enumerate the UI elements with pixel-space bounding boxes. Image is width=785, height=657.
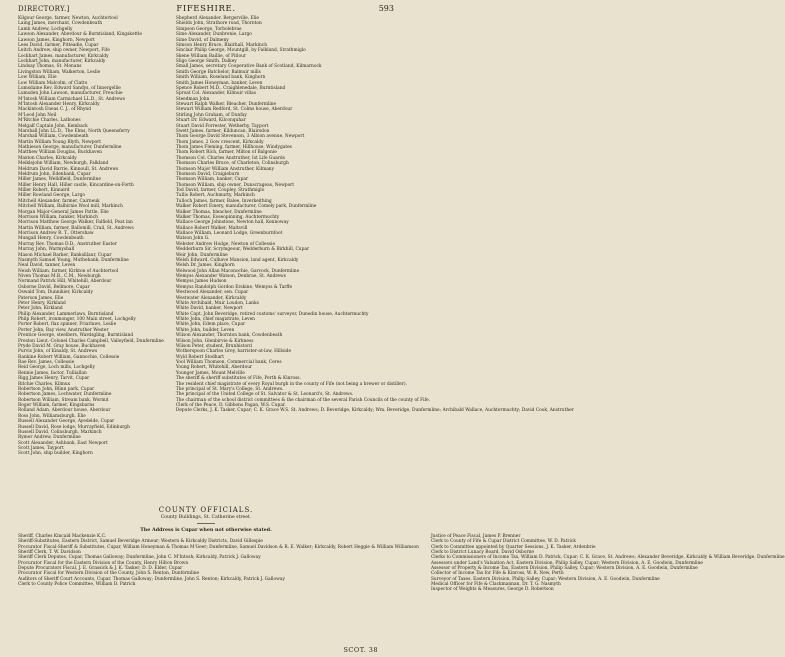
list-item: M'Leod John Neil bbox=[18, 112, 57, 118]
list-item: Neish William, farmer, Kirkton of Auchtertool bbox=[18, 268, 119, 274]
list-item: Yool William Thomson, Commercial bank, Ceres bbox=[175, 360, 282, 365]
list-item: Simson Henry Bruce, Blairhall, Markinch bbox=[175, 42, 267, 48]
list-item: Lumsdaine Rev. Edward Sandys, of Innergellie bbox=[18, 85, 121, 91]
list-item: Neal David, tanner, Leven bbox=[18, 263, 76, 269]
list-item: Meldrum David Barrie, Kinnoull, St. Andrews bbox=[18, 166, 119, 172]
list-item: Matthew William Douglas, Buckhaven bbox=[18, 150, 102, 156]
list-item: Wemyss Randolph Gordon Erskine, Wemyss & Tarffe bbox=[175, 284, 293, 290]
official-entry: Inspector of Weights & Measures, George D. Robertson bbox=[430, 587, 554, 593]
page-number: 593 bbox=[378, 4, 394, 13]
list-item: Lockhart James, manufacturer, Kirkcaldy bbox=[18, 53, 109, 59]
list-item: Scott James, Tayport bbox=[18, 446, 64, 451]
list-item: Rolland Adam, Aberdour house, Aberdour bbox=[18, 408, 111, 414]
list-item: Wilson John, Glenbirvie & Kirkness bbox=[175, 338, 254, 344]
list-item: Purvis John, of Kinaldy, St. Andrews bbox=[18, 349, 98, 355]
list-item: Skene William Baillie, of Pitlour bbox=[175, 53, 247, 59]
list-item: Morrison William, banker, Markinch bbox=[18, 214, 98, 220]
list-item: Tod David, farmer, Coupley, Strathmiglo bbox=[175, 188, 265, 193]
list-item: Stirling John Graham, of Dunfay bbox=[175, 112, 247, 118]
page-header bbox=[18, 3, 394, 15]
list-item: White David, banker, Newport bbox=[175, 306, 243, 312]
list-item: Stewart William Redford, St. Colms house, Aberdour bbox=[175, 107, 293, 113]
official-entry: Sheriff Clerk, T. W. Davidson bbox=[18, 550, 81, 556]
list-item: Low William Malcolm, of Clatto bbox=[18, 80, 88, 86]
list-item: Rae Rev. James, Collessie bbox=[18, 360, 75, 365]
official-entry: Depute Procurators Fiscal, J. E. Grassick & J. K. Tasker; D. D. Elder, Cupar bbox=[18, 566, 183, 572]
official-entry: Procurator Fiscal for Western Division of the County, John S. Renton, Dunfermline bbox=[18, 571, 200, 577]
list-item: Lawson Alexander, Aberdour & Burntisland, Kingskettle bbox=[18, 32, 142, 38]
list-item: Walker Thomas, bleacher, Dunfermline bbox=[175, 209, 262, 215]
list-item: Meiklejohn William, Newburgh, Falkland bbox=[18, 161, 109, 167]
list-item: Wemyss James Hudson bbox=[175, 279, 227, 285]
list-item: Miller James, Welldfield, Dunfermline bbox=[18, 177, 101, 183]
list-item: Thom Robert Rich, farmer, Milton of Balgonie bbox=[175, 150, 277, 156]
list-item: Thomson Major William Anstruther, Kilmany bbox=[175, 166, 275, 172]
list-item: Rennie James, factor, Tulliallan bbox=[18, 370, 87, 376]
official-entry: Assessor of Property & Income Tax, Eastern Division, Philip Salley, Cupar; Western Division, A. E. Goodwin, Dunfermline bbox=[430, 566, 698, 572]
list-item: Sime David, of Dalmeny bbox=[175, 37, 229, 43]
list-item: The resident chief magistrate of every Royal burgh in the county of Fife (not being a brewer or distiller). bbox=[175, 381, 407, 387]
list-item: Mitchell William, Balbirnie Wool mill, Markinch bbox=[18, 204, 123, 210]
official-entry: Sheriff Clerk Deputes, Cupar, Thomas Galloway; Dunfermline, John C. M'Intosh; Kirkcaldy, Patrick J. Galloway bbox=[18, 555, 261, 561]
list-item: Robertson John, Blinn park, Cupar bbox=[18, 386, 95, 392]
list-item: Lees David, farmer, Pitteadie, Cupar bbox=[18, 42, 99, 48]
list-item: Westwater Alexander, Kirkcaldy bbox=[175, 295, 247, 301]
list-item: Rigg James Henry, Tarvit, Cupar bbox=[18, 376, 90, 382]
list-item: Thom George David Stevenson, 3 Albion avenue, Newport bbox=[175, 134, 305, 140]
list-item: Weir John, Dunfermline bbox=[175, 252, 228, 258]
list-item: Ross John, Williamsburgh, Elie bbox=[18, 413, 86, 419]
left-column bbox=[18, 16, 164, 502]
list-item: Murray Rev. Thomas D.D., Anstruther Easter bbox=[18, 241, 117, 247]
list-item: Sproat Col. Alexander, Kilmuir villas bbox=[175, 91, 256, 97]
list-item: Paterson James, Elie bbox=[18, 295, 64, 301]
list-item: Mason Michael Barker, Bankslilaur, Cupar bbox=[18, 252, 112, 258]
list-item: Marshall John LL.D., The Elms, North Queensferry bbox=[18, 128, 130, 134]
list-item: Roger William, farmer, Kingsbarns bbox=[18, 403, 95, 408]
list-item: Young Robert, Whitehill, Aberdour bbox=[175, 365, 253, 371]
list-item: Thomson Col. Charles Anstruther, Ist Life Guards bbox=[175, 155, 285, 161]
official-entry: Clerk to County Police Committee, William D. Patrick bbox=[18, 582, 136, 588]
divider bbox=[197, 523, 215, 524]
list-item: Porter John, Bay view, Anstruther Wester bbox=[18, 327, 109, 333]
list-item: Westwood Alexander, sen. Cupar bbox=[175, 290, 249, 296]
list-item: Shepherd Alexander, Bergerville, Elie bbox=[175, 16, 259, 21]
list-item: Webster Andrew Hodge, Newton of Collessie bbox=[175, 241, 276, 247]
list-item: M'Intosh Alexander Henry, Kirkcaldy bbox=[18, 102, 100, 107]
list-item: White John, builder, Leven bbox=[175, 327, 235, 333]
list-item: Welwood John Allan Maconochie, Garvock, Dunfermline bbox=[175, 268, 300, 274]
list-item: Morgan Major-General James Pattle, Elie bbox=[18, 209, 109, 215]
official-entry: Assessors under Land's Valuation Act, Eastern Division, Philip Salley, Cupar; Western Division, A. E. Goodwin, Dunfermline bbox=[430, 560, 703, 566]
list-item: Lumsden John Lawson, manufacturer, Freuchie bbox=[18, 91, 123, 97]
list-item: Porter Robert, flax spinner, Friarlaws, Leslie bbox=[18, 322, 117, 328]
official-entry: Collector of Income Tax for Fife & Kinross, W. R. New, Perth bbox=[430, 571, 564, 577]
list-item: Rankine Robert William, Gannochie, Collessie bbox=[18, 354, 120, 360]
official-entry: Procurator Fiscal for the Eastern Division of the County, Henry Hilton Brown bbox=[18, 560, 189, 566]
list-item: Lawson James, Kinghorn, Newport bbox=[18, 37, 95, 43]
list-item: Wedderburn Sir, Scrymgeour, Wedderburn & Birkhill, Cupar bbox=[175, 247, 310, 253]
list-item: Thomson David, Craigieburn bbox=[175, 171, 240, 177]
list-item: M'Intosh William Carmichael LL.D., St. Andrews bbox=[18, 96, 126, 102]
list-item: Shields John, Strathore road, Thornton bbox=[175, 21, 262, 27]
officials-title: COUNTY OFFICIALS. bbox=[158, 506, 254, 514]
list-item: Livingston William, Walkerton, Leslie bbox=[18, 69, 101, 75]
list-item: Morrison Matthew George Walker, Falfield, Peat inn bbox=[18, 220, 133, 226]
list-item: Welsh Dr. James, Kinghorn bbox=[175, 263, 235, 269]
page-title: FIFESHIRE. bbox=[176, 4, 236, 14]
official-entry: Sheriff-Substitutes, Eastern District, Samuel Beveridge Armour; Western & Kirkcaldy Districts, David Gillespie bbox=[18, 539, 263, 545]
list-item: Murray John, Warmyshall bbox=[18, 247, 75, 253]
list-item: Tullis Robert, Auchmurty, Markinch bbox=[175, 193, 255, 199]
officials-columns bbox=[18, 534, 785, 640]
list-item: Sime Alexander, Dunbrenie, Largo bbox=[175, 32, 252, 38]
list-item: Melgalf Captain John, Kemback bbox=[18, 123, 88, 129]
list-item: Rymer Andrew, Dunfermline bbox=[18, 435, 81, 441]
right-column bbox=[176, 16, 574, 502]
list-item: Mitchell Alexander, farmer, Cairneuk bbox=[18, 198, 100, 204]
list-item: White Capt. John Beveridge, retired customs' surveyor, Dunedin house, Auchtermuchty bbox=[175, 311, 369, 317]
list-item: Maxton Charles, Kirkcaldy bbox=[18, 155, 77, 161]
official-entry: Sheriff, Charles Kincaid Mackenzie K.C. bbox=[18, 534, 107, 539]
list-item: Laing James, merchant, Cowdenbeath bbox=[18, 21, 103, 27]
list-item: Steedman John bbox=[175, 96, 210, 102]
list-item: Stewart Ralph Walker, Bleacher, Dunfermline bbox=[175, 102, 277, 107]
list-item: Peter Henry, Kirkland bbox=[18, 300, 66, 306]
list-item: Simpson George, Torbolebrae bbox=[175, 26, 242, 32]
list-item: Wemyss Alexander Watson, Denbrae, St. Andrews bbox=[175, 274, 286, 279]
list-item: Spence Robert M.D., Craighlenedale, Burntisland bbox=[175, 85, 286, 91]
official-entry: Clerk to County of Fife & Cupar District Committee, W. D. Patrick bbox=[430, 539, 576, 545]
list-item: Russell Alexander George, Ayedelde, Cupar bbox=[18, 419, 115, 425]
list-item: Martin William Young Blyth, Newport bbox=[18, 139, 101, 145]
list-item: Pryde David M. Gray house, Buckhaven bbox=[18, 343, 106, 349]
list-item: White John, chief magistrate, Leven bbox=[175, 317, 255, 322]
list-item: Scott John, ship builder, Kinghorn bbox=[18, 451, 93, 457]
officials-left-column bbox=[18, 534, 419, 640]
list-item: Russell David, Colinsburgh, Markinch bbox=[18, 429, 102, 435]
list-item: Meldrum John, Edenbank, Cupar bbox=[18, 171, 91, 177]
list-item: Smith William, Roseland bank, Kinghorn bbox=[175, 75, 266, 81]
address-note: The Address is Cupar when not otherwise stated. bbox=[140, 527, 272, 533]
list-item: Tulloch James, farmer, Balee, Inverkeithing bbox=[175, 198, 272, 204]
list-item: Watson John G. bbox=[175, 236, 210, 242]
list-item: Walker Thomas, Eoseopinning, Auchtermuchty bbox=[175, 214, 280, 220]
list-item: Wallace George Johnstone, Newton hall, Kennoway bbox=[175, 220, 289, 226]
list-item: Kilgour George, farmer, Newton, Auchtertool bbox=[18, 16, 118, 21]
list-item: Miller Rowland George, Largo bbox=[18, 193, 85, 199]
official-entry: Surveyor of Taxes, Eastern Division, Philip Salley, Cupar; Western Division, A. E. Goodwin, Dunfermline bbox=[430, 576, 660, 582]
section-label: DIRECTORY.] bbox=[18, 5, 70, 13]
list-item: Wilson Peter, student, Brunhistord bbox=[175, 343, 252, 349]
list-item: The sheriff & sheriff substitutes of Fife, Perth & Kinross. bbox=[175, 376, 301, 382]
list-item: Morrison Andrew R. T., Ottershaw bbox=[18, 231, 94, 236]
list-item: Leitch Andrew, ship owner, Newport, Fife bbox=[18, 48, 110, 54]
list-item: Smith James Honeyman, banker, Leven bbox=[175, 80, 263, 86]
list-item: Prentice George, steelbers, Wardsgling, Burntisland bbox=[18, 333, 134, 339]
list-item: Sligo George Smith, Dalkey bbox=[175, 59, 237, 64]
list-item: Marshall William, Cowdenbeath bbox=[18, 134, 89, 140]
list-item: Thomson William, ship owner, Dunscrageas, Newport bbox=[175, 182, 295, 188]
list-item: Thomson William, banker, Cupar bbox=[175, 177, 249, 183]
page-footer: SCOT. 38 bbox=[343, 646, 378, 654]
list-item: White John, Edem place, Cupar bbox=[175, 322, 246, 328]
list-item: Swett James, farmer, Kilduncan, Blairsdon bbox=[175, 128, 270, 134]
list-item: Philp Robert, ironmonger, 100 Main street, Lochgelly bbox=[18, 317, 136, 322]
list-item: Niven Thomas M.B., C.M., Newburgh bbox=[18, 274, 101, 279]
official-entry: Justice of Peace Fiscal, James P. Brenner bbox=[430, 534, 521, 539]
list-item: Miller Henry Hall, Hiller castle, Kincardine-on-Forth bbox=[18, 182, 134, 188]
list-item: Sinclair Philip George, Mountgill, by Falkland, Strathmiglo bbox=[175, 48, 306, 54]
list-item: Thom James Fleming, farmer, Hillhouse, Windygates bbox=[175, 145, 292, 150]
list-item: Lockhart John, manufacturer, Kirkcaldy bbox=[18, 59, 106, 64]
official-entry: Clerk to Committee appointed by Quarter Sessions, J. K. Tasker, Ardenbrie bbox=[430, 544, 596, 550]
list-item: Thomson Charles Bruce, of Charleton, Colinsburgh bbox=[175, 161, 289, 167]
list-item: Martin William, farmer, Ballomill, Crail, St. Andrews bbox=[18, 225, 134, 231]
list-item: M'Ritchie Charles, Lathones bbox=[18, 118, 81, 124]
list-item: Osborne David, Bellmore, Cupar bbox=[18, 284, 90, 290]
list-item: Wallace Robert Walker, Maltsvill bbox=[175, 225, 248, 231]
list-item: Normand Patrick Hill, Whitehill, Aberdour bbox=[18, 279, 112, 285]
list-item: Wilson Alexander, Thornton bank, Cowdenbeath bbox=[175, 333, 283, 339]
list-item: The principal of St. Mary's College, St. Andrews. bbox=[175, 386, 284, 392]
official-entry: Clerk to District Lunacy Board, David Osborne bbox=[430, 550, 534, 556]
list-item: Lamb Andrew, Lochgelly bbox=[18, 26, 73, 32]
list-item: Miller Robert, Kinnaird bbox=[18, 188, 70, 193]
list-item: Clerk of the Peace, D. Gibbons Pagan, W.S. Cupar. bbox=[175, 403, 286, 408]
directory-columns bbox=[18, 16, 574, 502]
list-item: Smith George Batchelor, Balmuir mills bbox=[175, 69, 261, 75]
list-item: Welsh Edward, Culhave Mansion, land agent, Kirkcaldy bbox=[175, 257, 299, 263]
list-item: Mathieson George, manufacturer, Dunfermline bbox=[18, 145, 122, 150]
list-item: Low William, Elie bbox=[18, 75, 57, 81]
list-item: Lindsay Thomas, St. Monans bbox=[18, 64, 82, 70]
list-item: Stuart Dr. Edward, Kilconquhar bbox=[175, 118, 246, 124]
list-item: Russell David, Rose lodge, Murrayfield, Edinburgh bbox=[18, 424, 130, 430]
list-item: The principal of the United College of St. Salvator & St. Leonard's, St. Andrews. bbox=[175, 392, 354, 398]
list-item: Stuart David Forrester, Wetherby, Tayport bbox=[175, 123, 269, 129]
list-item: Peter John, Kirkland bbox=[18, 306, 63, 312]
list-item: Wyld Robert Stodhart bbox=[175, 354, 224, 360]
list-item: Wotherspoon Charles Grey, barrister-at-law, Hillside bbox=[175, 349, 292, 355]
list-item: Depute Clerks, J. K. Tasker, Cupar; C. K. Grace W.S. St. Andrews; D. Beveridge, Kirkcaldy; Wm. Beveridge, Dunfermline; Archibald Wallace, Auchtermuchty; David Cook, Anstruther bbox=[175, 408, 574, 414]
list-item: Scott Alexander, Ashbank, East Newport bbox=[18, 440, 108, 446]
list-item: Wallace William, Leonard Lodge, Greenburnfoot bbox=[175, 231, 283, 236]
list-item: Oswald Tom, Dunnikier, Kirkcaldy bbox=[18, 290, 93, 296]
list-item: Small James, secretary Cooperative Bank of Scotland, Kilmarnock bbox=[175, 64, 322, 70]
list-item: Robertson William, Stream bank, Wormit bbox=[18, 397, 109, 403]
officials-right-column bbox=[431, 534, 785, 640]
list-item: White Archibald, Muir Loudon, Lanks bbox=[175, 300, 259, 306]
official-entry: Clerks to Commissioners of Income Tax, William D. Patrick, Cupar; C. K. Grace, St. Andrews; Alexander Beveridge, Kirkcaldy & William Beveridge, Dunfermline bbox=[430, 555, 785, 561]
official-entry: Medical Officer for Fife & Clackmannan, Dr. T. G. Nasmyth bbox=[430, 582, 561, 588]
list-item: The chairman of the school district committees & the chairman of the several Parish Councils of the county of Fife. bbox=[175, 397, 431, 403]
list-item: Philip Alexander, Lammerlaws, Burntisland bbox=[18, 311, 114, 317]
list-item: Mackintosh Eneas C. J., of Rhynd bbox=[18, 107, 91, 113]
list-item: Robertson James, Lochwater, Dunfermline bbox=[18, 392, 112, 398]
list-item: Ritchie Charles, Kilmux bbox=[18, 381, 71, 387]
list-item: Reid George, Loch mills, Lochgelly bbox=[18, 365, 95, 371]
list-item: Nasmyth Samuel Young, Muthebank, Dunfermline bbox=[18, 257, 129, 263]
official-entry: Procurator Fiscal-Sheriff & Substitutes, Cupar, William Honeyman & Thomas M'Geer; Dunfermline, Samuel Davidson & R. E. Walker; Kirkcaldy, Robert Heggie & William Williamson bbox=[18, 544, 419, 550]
list-item: Mungall Henry, Cowdenbeath bbox=[18, 236, 84, 242]
official-entry: Auditors of Sheriff Court Accounts, Cupar, Thomas Galloway; Dunfermline, John S. Renton; Kirkcaldy, Patrick J. Galloway bbox=[18, 576, 285, 582]
list-item: Walker Robert Emery, manufacturer, Comely park, Dunfermline bbox=[175, 204, 317, 210]
list-item: Thom James, 2 Gow crescent, Kirkcaldy bbox=[175, 139, 264, 145]
list-item: Preston Lieut.-Colonel Charles Campbell, Valleyfield, Dunfermline bbox=[18, 338, 164, 344]
officials-subtitle: County Buildings, St. Catherine street. bbox=[160, 515, 252, 520]
list-item: Younger James, Mount Melville bbox=[175, 370, 245, 376]
